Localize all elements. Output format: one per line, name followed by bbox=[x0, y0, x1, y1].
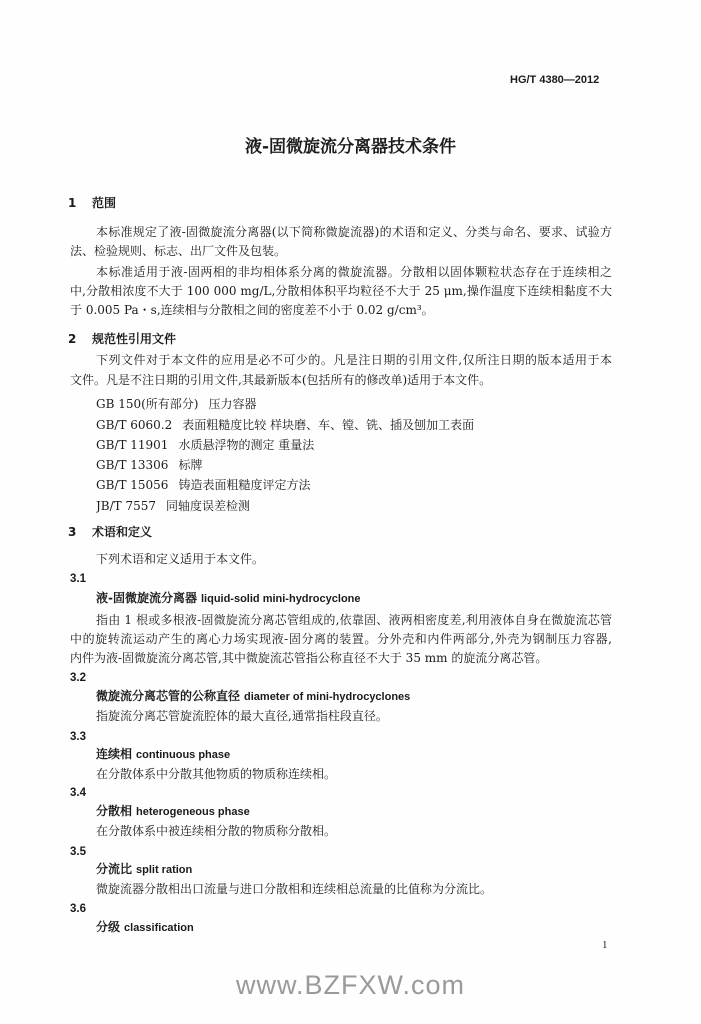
reference-code: GB 150(所有部分) bbox=[96, 397, 199, 411]
reference-title: 压力容器 bbox=[208, 397, 257, 411]
paragraph-line: 法、检验规则、标志、出厂文件及包装。 bbox=[70, 244, 287, 258]
term-number: 3.3 bbox=[70, 731, 86, 743]
section-title: 术语和定义 bbox=[92, 525, 153, 539]
reference-item bbox=[96, 437, 612, 453]
definition-line: 指旋流分离芯管旋流腔体的最大直径,通常指柱段直径。 bbox=[96, 709, 388, 723]
term-name: 分级 bbox=[96, 920, 121, 934]
reference-title: 表面粗糙度比较 样块磨、车、镗、铣、插及刨加工表面 bbox=[182, 418, 475, 432]
standard-code: HG/T 4380—2012 bbox=[510, 74, 600, 86]
section-number: 3 bbox=[68, 525, 77, 539]
reference-item bbox=[96, 457, 612, 473]
definition-line: 内件为液-固微旋流分离芯管,其中微旋流芯管指公称直径不大于 35 mm 的旋流分离芯管。 bbox=[70, 651, 548, 665]
section-heading bbox=[68, 331, 610, 347]
term-name-en: heterogeneous phase bbox=[136, 806, 250, 818]
section-number: 2 bbox=[68, 332, 77, 346]
term-name-en: classification bbox=[124, 922, 194, 934]
paragraph-line: 本标准规定了液-固微旋流分离器(以下简称微旋流器)的术语和定义、分类与命名、要求、试验方 bbox=[96, 225, 612, 239]
reference-item bbox=[96, 396, 612, 412]
reference-title: 标牌 bbox=[178, 458, 203, 472]
paragraph-line: 文件。凡是不注日期的引用文件,其最新版本(包括所有的修改单)适用于本文件。 bbox=[70, 373, 492, 387]
definition-line: 在分散体系中分散其他物质的物质称连续相。 bbox=[96, 767, 337, 781]
term-number: 3.4 bbox=[70, 787, 86, 799]
section-heading bbox=[68, 524, 610, 540]
paragraph-line: 下列术语和定义适用于本文件。 bbox=[96, 552, 265, 566]
term-number: 3.5 bbox=[70, 846, 86, 858]
reference-title: 水质悬浮物的测定 重量法 bbox=[178, 438, 315, 452]
term-heading bbox=[96, 688, 612, 704]
term-name-en: diameter of mini-hydrocyclones bbox=[244, 691, 411, 703]
document-title: 液-固微旋流分离器技术条件 bbox=[244, 137, 457, 157]
reference-code: GB/T 15056 bbox=[96, 478, 169, 492]
term-name-en: liquid-solid mini-hydrocyclone bbox=[200, 593, 361, 605]
term-heading bbox=[96, 803, 612, 819]
paragraph-line: 本标准适用于液-固两相的非均相体系分离的微旋流器。分散相以固体颗粒状态存在于连续相之 bbox=[96, 265, 612, 279]
reference-item bbox=[96, 498, 612, 514]
reference-item bbox=[96, 477, 612, 493]
term-number: 3.6 bbox=[70, 903, 86, 915]
term-name: 分流比 bbox=[96, 862, 133, 876]
reference-code: JB/T 7557 bbox=[96, 499, 157, 513]
watermark: www.BZFXW.com bbox=[235, 970, 465, 1000]
reference-title: 同轴度误差检测 bbox=[166, 499, 251, 513]
term-number: 3.1 bbox=[70, 573, 86, 585]
term-name: 微旋流分离芯管的公称直径 bbox=[96, 689, 241, 703]
section-number: 1 bbox=[68, 196, 77, 210]
term-name: 液-固微旋流分离器 bbox=[96, 591, 197, 605]
definition-line: 微旋流器分散相出口流量与进口分散相和连续相总流量的比值称为分流比。 bbox=[96, 882, 493, 896]
page-number: 1 bbox=[602, 939, 608, 951]
reference-code: GB/T 13306 bbox=[96, 458, 169, 472]
term-heading bbox=[96, 746, 612, 762]
term-heading bbox=[96, 919, 612, 935]
reference-code: GB/T 6060.2 bbox=[96, 418, 173, 432]
definition-line: 指由 1 根或多根液-固微旋流分离芯管组成的,依靠固、液两相密度差,利用液体自身在微旋流芯管 bbox=[96, 613, 612, 627]
term-heading bbox=[96, 590, 612, 606]
term-name: 连续相 bbox=[96, 747, 133, 761]
term-number: 3.2 bbox=[70, 672, 86, 684]
paragraph-line: 于 0.005 Pa・s,连续相与分散相之间的密度差不小于 0.02 g/cm³。 bbox=[70, 303, 434, 317]
paragraph-line: 中,分散相浓度不大于 100 000 mg/L,分散相体积平均粒径不大于 25 μm,操作温度下连续相黏度不大 bbox=[70, 284, 612, 298]
reference-code: GB/T 11901 bbox=[96, 438, 169, 452]
definition-line: 在分散体系中被连续相分散的物质称分散相。 bbox=[96, 824, 337, 838]
term-name-en: continuous phase bbox=[136, 749, 231, 761]
reference-title: 铸造表面粗糙度评定方法 bbox=[178, 478, 311, 492]
term-name-en: split ration bbox=[136, 864, 193, 876]
reference-item bbox=[96, 417, 612, 433]
section-title: 范围 bbox=[92, 196, 117, 210]
definition-line: 中的旋转流运动产生的离心力场实现液-固分离的装置。分外壳和内件两部分,外壳为钢制压力容器, bbox=[70, 632, 612, 646]
term-heading bbox=[96, 861, 612, 877]
section-heading bbox=[68, 195, 610, 211]
term-name: 分散相 bbox=[96, 804, 133, 818]
paragraph-line: 下列文件对于本文件的应用是必不可少的。凡是注日期的引用文件,仅所注日期的版本适用于本 bbox=[96, 353, 612, 367]
section-title: 规范性引用文件 bbox=[92, 332, 177, 346]
